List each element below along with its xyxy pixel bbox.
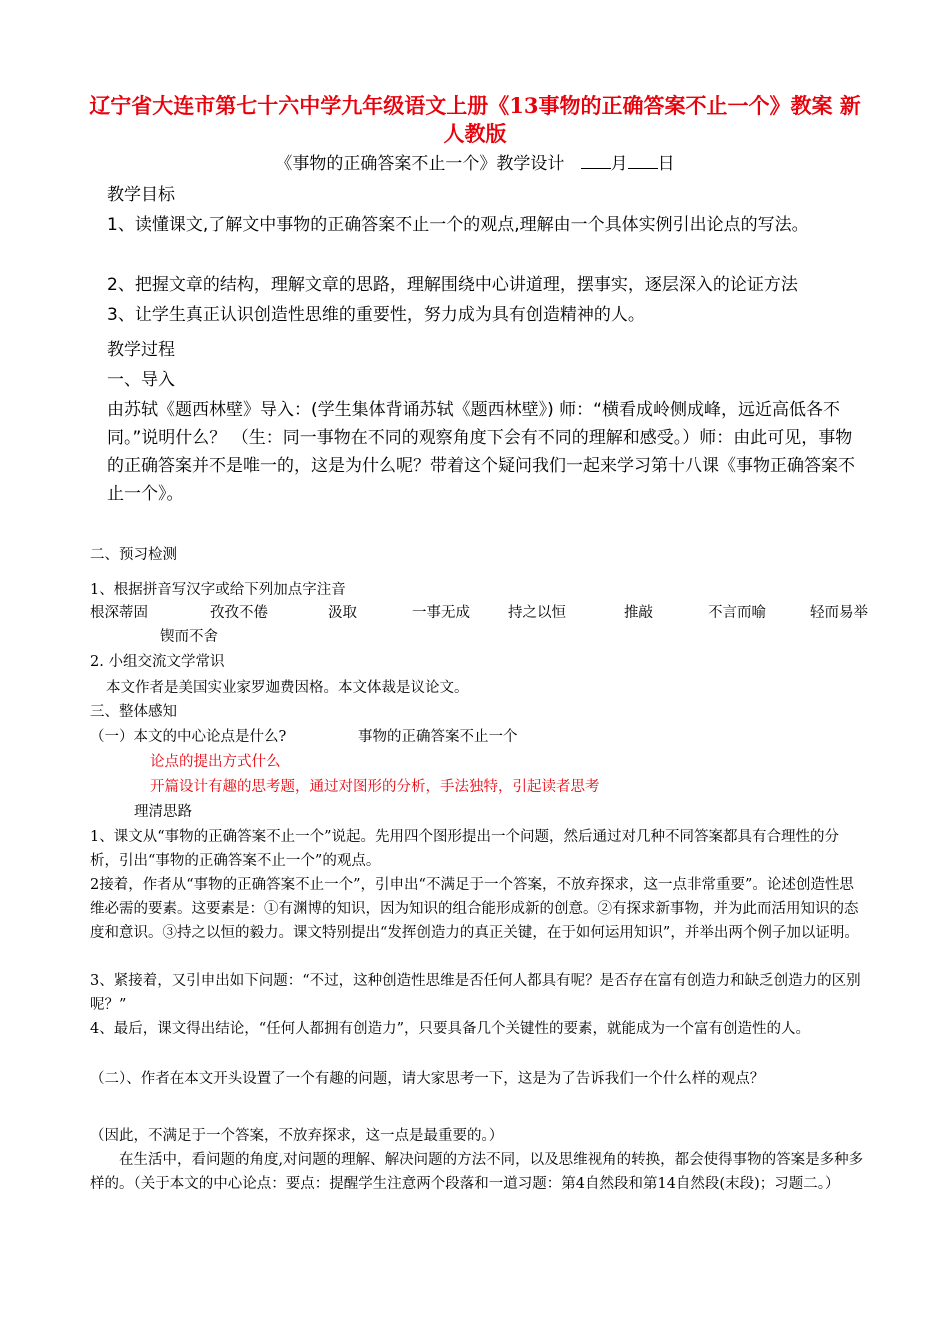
intro-text: 由苏轼《题西林壁》导入：(学生集体背诵苏轼《题西林壁》) 师：“横看成岭侧成峰，远近高低各不同。”说明什么？ （生：同一事物在不同的观察角度下会有不同的理解和感受。）师：由此可见，事物的正确答案并不是唯一的，这是为什么呢？带着这个疑问我们一起来学习第十八课《事物正确答案不止一个》。 (107, 400, 855, 504)
goals-heading: 教学目标 (107, 185, 175, 205)
overall-heading: 三、整体感知 (90, 704, 177, 720)
question-1: （一）本文的中心论点是什么? (90, 729, 287, 745)
design-title-line (80, 152, 870, 176)
route-paragraph-1: 1、课文从“事物的正确答案不止一个”说起。先用四个图形提出一个问题，然后通过对几种不同答案都具有合理性的分析，引出“事物的正确答案不止一个”的观点。 (90, 829, 840, 869)
route-paragraph-2: 2接着，作者从“事物的正确答案不止一个”，引申出“不满足于一个答案，不放弃探求，这一点非常重要”。论述创造性思维必需的要素。这要素是：①有渊博的知识，因为知识的组合能形成新的创意。②有探求新事物，并为此而活用知识的态度和意识。③持之以恒的毅力。课文特别提出“发挥创造力的真正关键，在于如何运用知识”，并举出两个例子加以证明。 (90, 877, 859, 941)
goal-item-3: 3、让学生真正认识创造性思维的重要性，努力成为具有创造精神的人。 (107, 305, 645, 325)
word-item: 一事无成 (412, 605, 470, 621)
intro-heading: 一、导入 (107, 370, 175, 390)
answer-1: 事物的正确答案不止一个 (358, 729, 518, 745)
preview-item-2-text: 本文作者是美国实业家罗迦费因格。本文体裁是议论文。 (106, 680, 469, 696)
word-item: 不言而喻 (708, 605, 766, 621)
preview-item-2: 2. 小组交流文学常识 (90, 654, 225, 670)
red-note-2: 开篇设计有趣的思考题，通过对图形的分析，手法独特，引起读者思考 (150, 779, 600, 795)
route-paragraph-4: 4、最后，课文得出结论，“任何人都拥有创造力”，只要具备几个关键性的要素，就能成为一个富有创造性的人。 (90, 1021, 811, 1037)
document-title: 辽宁省大连市第七十六中学九年级语文上册《13事物的正确答案不止一个》教案 新人教版 (89, 93, 861, 146)
word-item: 推敲 (624, 605, 653, 621)
red-note-1: 论点的提出方式什么 (150, 754, 281, 770)
preview-heading: 二、预习检测 (90, 547, 177, 563)
goal-item-1: 1、读懂课文,了解文中事物的正确答案不止一个的观点,理解由一个具体实例引出论点的写法。 (107, 215, 809, 235)
goal-item-2: 2、把握文章的结构，理解文章的思路，理解围绕中心讲道理，摆事实，逐层深入的论证方法 (107, 275, 798, 295)
question-1-line (90, 725, 870, 749)
preview-item-1: 1、根据拼音写汉字或给下列加点字注音 (90, 582, 346, 598)
month-label: 月 (610, 154, 628, 174)
word-item: 轻而易举 (810, 605, 868, 621)
closing-paragraph: 在生活中，看问题的角度,对问题的理解、解决问题的方法不同，以及思维视角的转换，都会使得事物的答案是多种多样的。（关于本文的中心论点：要点：提醒学生注意两个段落和一道习题：第4自然段和第14自然段(末段)；习题二。） (90, 1152, 864, 1192)
answer-2: （因此，不满足于一个答案，不放弃探求，这一点是最重要的。） (90, 1128, 504, 1144)
word-row-2 (90, 625, 870, 649)
day-label: 日 (657, 154, 675, 174)
think-route-heading: 理清思路 (134, 804, 192, 820)
word-item: 汲取 (328, 605, 357, 621)
route-paragraph-3: 3、紧接着，又引申出如下问题：“不过，这种创造性思维是否任何人都具有呢？是否存在富有创造力和缺乏创造力的区别呢？” (90, 973, 861, 1013)
process-heading: 教学过程 (107, 340, 175, 360)
day-blank (628, 152, 658, 169)
month-blank (581, 152, 611, 169)
word-row-1 (90, 601, 870, 625)
word-item: 持之以恒 (508, 605, 566, 621)
question-2: （二）、作者在本文开头设置了一个有趣的问题，请大家思考一下，这是为了告诉我们一个什么样的观点？ (90, 1071, 765, 1087)
word-item: 锲而不舍 (160, 629, 218, 645)
word-item: 根深蒂固 (90, 605, 148, 621)
design-title: 《事物的正确答案不止一个》教学设计 (275, 154, 565, 174)
word-item: 孜孜不倦 (210, 605, 268, 621)
